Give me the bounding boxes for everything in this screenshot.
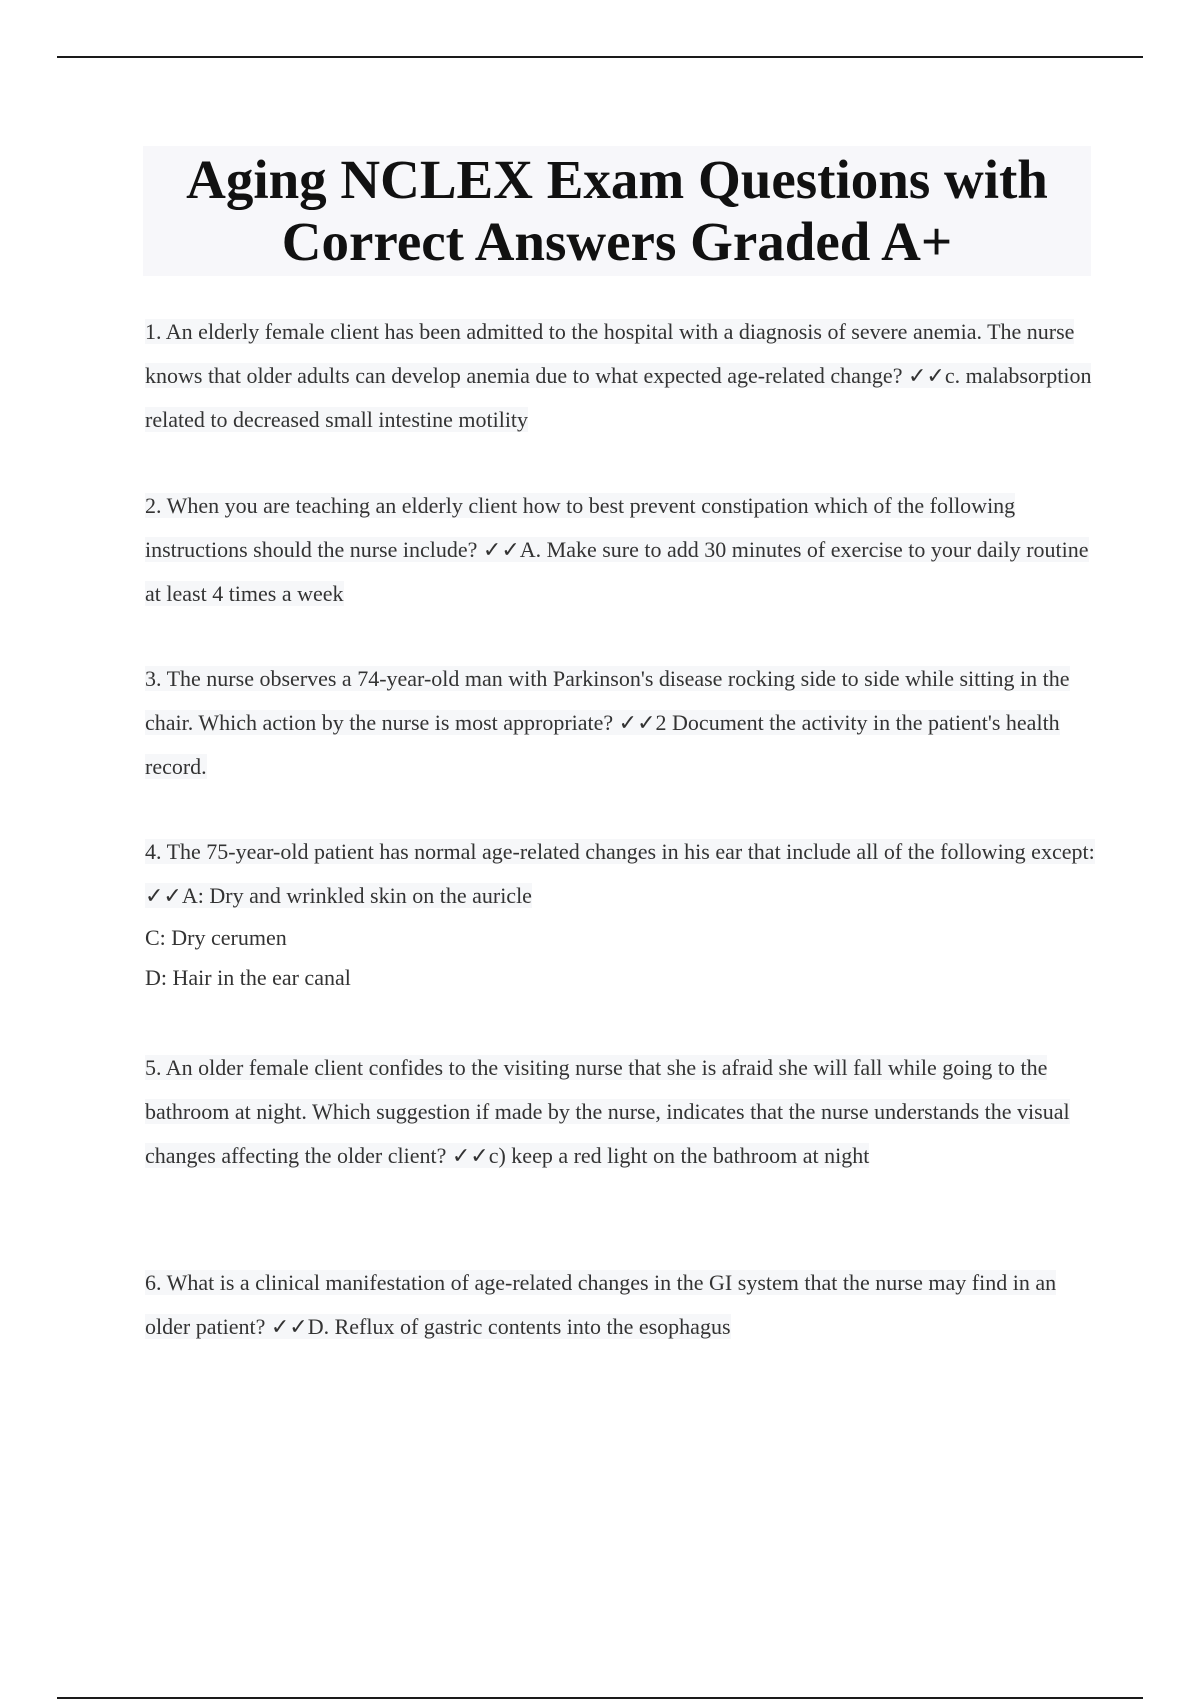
question-text: 1. An elderly female client has been admitted to the hospital with a diagnosis of severe anemia. The nurse knows that older adults can develop anemia due to what expected age-related change? ✓✓c. malabsorption related to decreased small intestine motility xyxy=(145,319,1092,432)
question-3 xyxy=(145,657,1095,789)
bottom-rule xyxy=(57,1697,1143,1699)
title-banner xyxy=(143,146,1091,276)
top-rule xyxy=(57,56,1143,58)
document-title xyxy=(186,149,1048,273)
question-text: 5. An older female client confides to the visiting nurse that she is afraid she will fall while going to the bathroom at night. Which suggestion if made by the nurse, indicates that the nurse understands the visual changes affecting the older client? ✓✓c) keep a red light on the bathroom at night xyxy=(145,1055,1070,1168)
answer-option-d: D: Hair in the ear canal xyxy=(145,965,351,990)
answer-option-c: C: Dry cerumen xyxy=(145,925,287,950)
question-text: 3. The nurse observes a 74-year-old man with Parkinson's disease rocking side to side while sitting in the chair. Which action by the nurse is most appropriate? ✓✓2 Document the activity in the patient's health record. xyxy=(145,666,1070,779)
question-6 xyxy=(145,1261,1095,1349)
question-text: 6. What is a clinical manifestation of age-related changes in the GI system that the nurse may find in an older patient? ✓✓D. Reflux of gastric contents into the esophagus xyxy=(145,1270,1057,1339)
question-text: 2. When you are teaching an elderly client how to best prevent constipation which of the following instructions should the nurse include? ✓✓A. Make sure to add 30 minutes of exercise to your daily routine at least 4 times a week xyxy=(145,493,1089,606)
title-line-2: Correct Answers Graded A+ xyxy=(281,211,953,272)
question-text: 4. The 75-year-old patient has normal age-related changes in his ear that include all of the following except: ✓✓A: Dry and wrinkled skin on the auricle xyxy=(145,839,1095,908)
question-4 xyxy=(145,830,1095,998)
question-1 xyxy=(145,310,1095,442)
question-2 xyxy=(145,484,1095,616)
question-5 xyxy=(145,1046,1095,1178)
title-line-1: Aging NCLEX Exam Questions with xyxy=(186,149,1048,210)
